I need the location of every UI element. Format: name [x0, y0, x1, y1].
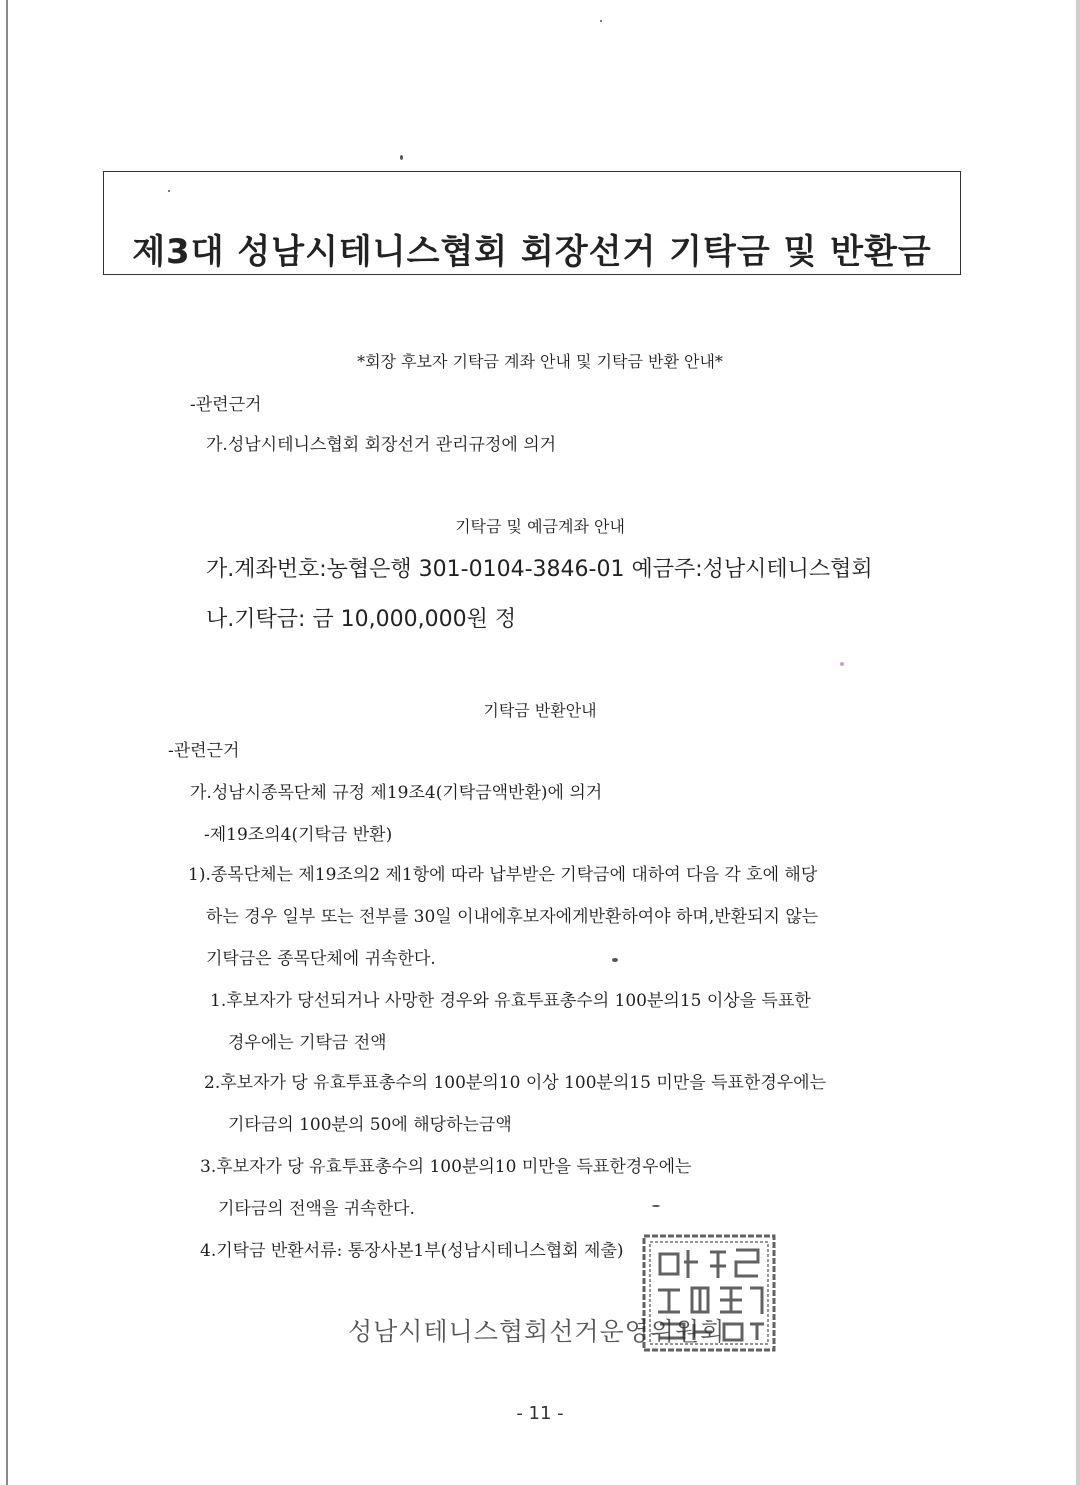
- scan-speck: [840, 662, 844, 666]
- refund-para1-line1: 1).종목단체는 제19조의2 제1항에 따라 납부받은 기탁금에 대하여 다음 각 호에 해당: [188, 865, 818, 885]
- refund-para1-line3: 기탁금은 종목단체에 귀속한다.: [206, 949, 436, 969]
- organization-signature: 성남시테니스협회선거운영위원회: [348, 1317, 726, 1346]
- refund-item1-line1: 1.후보자가 당선되거나 사망한 경우와 유효투표총수의 100분의15 이상을 득표한: [210, 991, 811, 1011]
- scan-speck: [612, 958, 618, 962]
- deposit-account-line: 가.계좌번호:농협은행 301-0104-3846-01 예금주:성남시테니스협회: [206, 557, 873, 582]
- refund-item4-line1: 4.기탁금 반환서류: 통장사본1부(성남시테니스협회 제출): [200, 1241, 624, 1261]
- refund-item2-line1: 2.후보자가 당 유효투표총수의 100분의10 이상 100분의15 미만을 득표한경우에는: [204, 1073, 827, 1093]
- scan-speck: [400, 155, 403, 160]
- scan-speck: [600, 20, 602, 22]
- refund-item2-line2: 기타금의 100분의 50에 해당하는금액: [228, 1115, 512, 1135]
- title-box: [103, 171, 961, 275]
- refund-article-label: -제19조의4(기탁금 반환): [204, 825, 393, 845]
- refund-basis-item: 가.성남시종목단체 규정 제19조4(기탁금액반환)에 의거: [190, 783, 603, 803]
- document-title: 제3대 성남시테니스협회 회장선거 기탁금 및 반환금: [132, 232, 932, 272]
- page-left-edge: [6, 0, 8, 1485]
- refund-item1-line2: 경우에는 기탁금 전액: [228, 1033, 387, 1053]
- page-number: - 11 -: [516, 1403, 564, 1424]
- notice-heading: *회장 후보자 기탁금 계좌 안내 및 기탁금 반환 안내*: [357, 352, 723, 371]
- section1-basis-item: 가.성남시테니스협회 회장선거 관리규정에 의거: [206, 435, 557, 455]
- refund-heading: 기탁금 반환안내: [483, 701, 597, 720]
- refund-item3-line1: 3.후보자가 당 유효투표총수의 100분의10 미만을 득표한경우에는: [200, 1157, 692, 1177]
- section1-basis-label: -관련근거: [190, 395, 262, 415]
- page-right-edge: [1076, 0, 1080, 1485]
- deposit-heading: 기탁금 및 예금계좌 안내: [455, 517, 625, 536]
- refund-item3-line2: 기타금의 전액을 귀속한다.: [218, 1199, 415, 1219]
- refund-para1-line2: 하는 경우 일부 또는 전부를 30일 이내에후보자에게반환하여야 하며,반환되지 않는: [206, 907, 819, 927]
- official-seal-stamp: [640, 1232, 778, 1354]
- refund-basis-label: -관련근거: [168, 741, 240, 761]
- deposit-amount-line: 나.기탁금: 금 10,000,000원 정: [206, 607, 517, 632]
- scan-speck: [652, 1205, 660, 1207]
